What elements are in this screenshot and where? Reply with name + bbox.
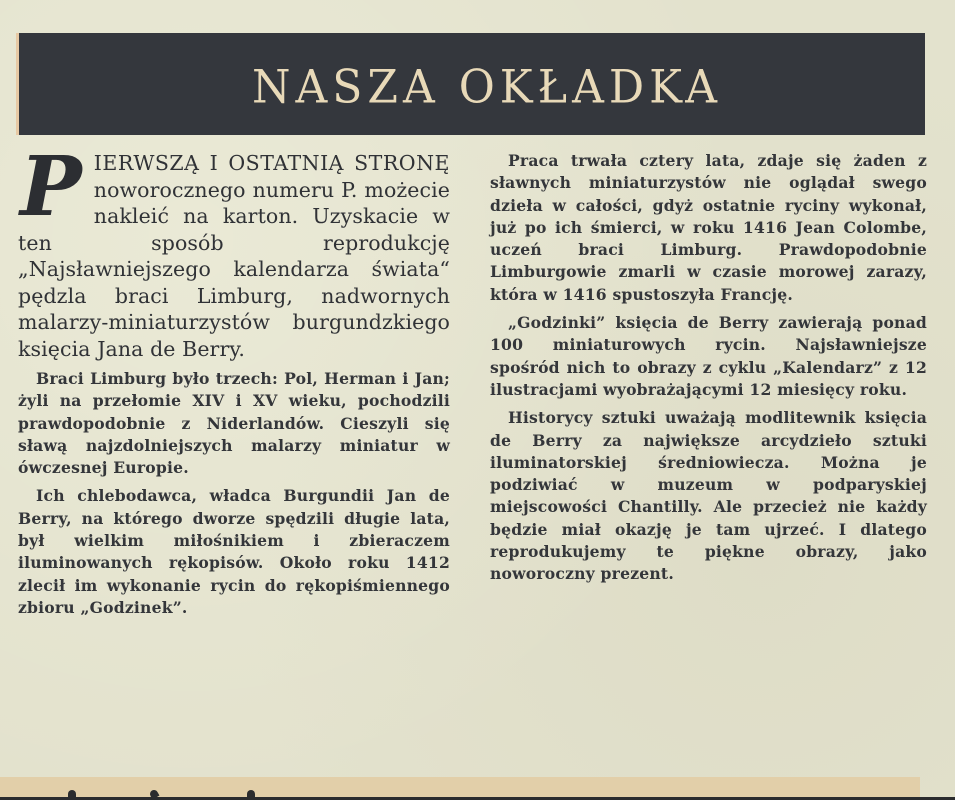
lead-text: noworocznego numeru P. możecie nakleić na karton. Uzyskacie w ten sposób reprodukcję „Najsławniejszego kalendarza świata“ pędzla braci Limburg, nadwornych malarzy-miniaturzystów burgundzkiego księcia Jana de Berry. xyxy=(18,177,450,361)
section-header-bar xyxy=(16,33,925,135)
lead-caps-text: IERWSZĄ I OSTATNIĄ STRONĘ xyxy=(93,151,450,175)
lead-paragraph xyxy=(18,139,450,362)
paragraph-work: Praca trwała cztery lata, zdaje się żaden z sławnych miniaturzystów nie oglądał swego dzieła w całości, gdyż ostatnie ryciny wykonał, już po ich śmierci, w roku 1416 Jean Colombe, uczeń braci Limburg. Prawdopodobnie Limburgowie zmarli w czasie morowej zarazy, która w 1416 spustoszyła Francję. xyxy=(490,151,927,304)
section-title: NASZA OKŁADKA xyxy=(251,60,723,114)
paragraph-godzinki: „Godzinki” księcia de Berry zawierają ponad 100 miniaturowych rycin. Najsławniejsze spośród nich to obrazy z cyklu „Kalendarz” z 12 ilustracjami wyobrażającymi 12 miesięcy roku. xyxy=(490,313,927,399)
paragraph-brothers: Braci Limburg było trzech: Pol, Herman i Jan; żyli na przełomie XIV i XV wieku, pochodzili prawdopodobnie z Niderlandów. Cieszyli się sławą najzdolniejszych malarzy miniatur w ówczesnej Europie. xyxy=(18,369,450,478)
article-column-right xyxy=(490,150,927,586)
drop-cap: P xyxy=(20,139,82,235)
next-section-band xyxy=(0,777,920,797)
paragraph-patron: Ich chlebodawca, władca Burgundii Jan de Berry, na którego dworze spędzili długie lata, był wielkim miłośnikiem i zbieraczem iluminowanych rękopisów. Około roku 1412 zlecił im wykonanie rycin do rękopiśmiennego zbioru „Godzinek”. xyxy=(18,486,450,617)
paragraph-historians: Historycy sztuki uważają modlitewnik księcia de Berry za największe arcydzieło sztuki iluminatorskiej średniowiecza. Można je podziwiać w muzeum w podparyskiej miejscowości Chantilly. Ale przecież nie każdy będzie miał okazję je tam ujrzeć. I dlatego reprodukujemy te piękne obrazy, jako noworoczny prezent. xyxy=(490,408,927,584)
article-column-left xyxy=(18,139,450,619)
